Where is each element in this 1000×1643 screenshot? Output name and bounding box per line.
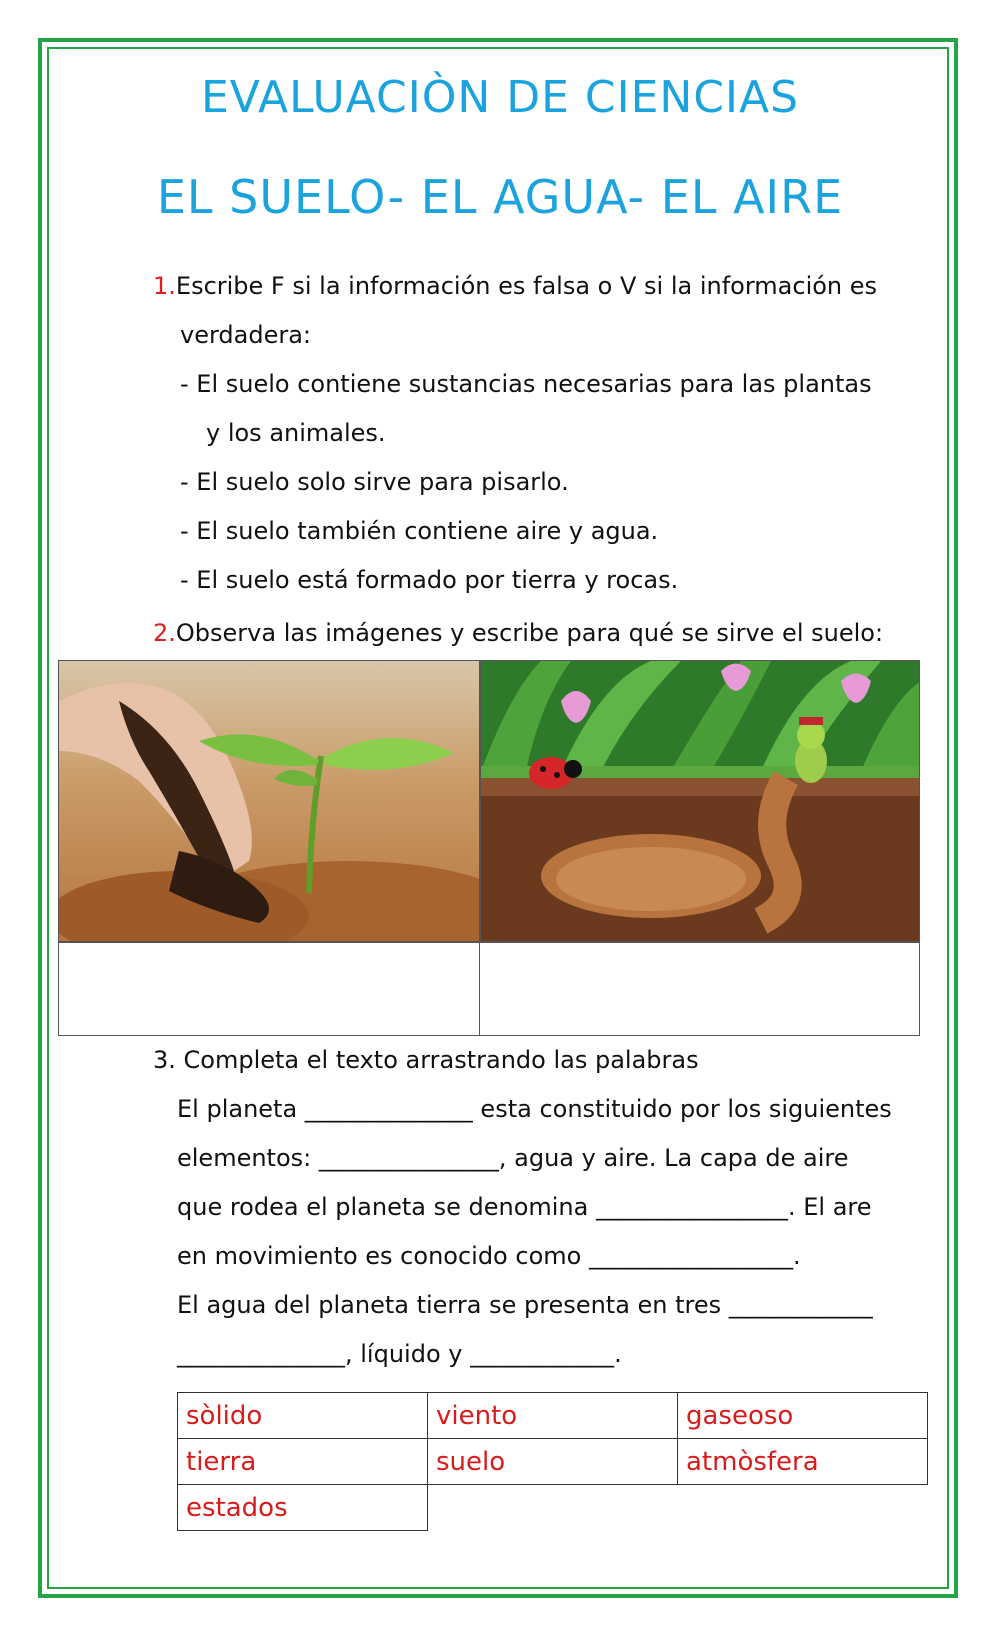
question-2-number: 2. — [153, 619, 176, 647]
empty-cell — [678, 1485, 928, 1531]
page-title: EVALUACIÒN DE CIENCIAS — [200, 72, 800, 123]
soil-plant-illustration — [59, 661, 480, 942]
question-1-number: 1. — [153, 272, 176, 300]
question-1-line-2: verdadera: — [180, 321, 312, 349]
cloze-line-5: El agua del planeta tierra se presenta en tres ____________ — [177, 1291, 873, 1319]
burrow-illustration — [481, 661, 920, 942]
word-tile[interactable]: viento — [428, 1393, 678, 1439]
word-tile[interactable]: sòlido — [178, 1393, 428, 1439]
statement-1: - El suelo contiene sustancias necesarias para las plantas — [180, 370, 872, 398]
cloze-line-2: elementos: _______________, agua y aire. La capa de aire — [177, 1144, 849, 1172]
word-tile[interactable]: tierra — [178, 1439, 428, 1485]
question-3-heading: 3. Completa el texto arrastrando las palabras — [153, 1046, 699, 1074]
word-tile[interactable]: atmòsfera — [678, 1439, 928, 1485]
word-tile[interactable]: gaseoso — [678, 1393, 928, 1439]
cloze-line-6: ______________, líquido y ____________. — [177, 1340, 622, 1368]
question-2 — [153, 617, 883, 649]
image-underground-burrow — [480, 660, 920, 942]
question-1-text: Escribe F si la información es falsa o V si la información es — [175, 272, 878, 300]
question-1-line-1 — [153, 270, 877, 302]
statement-1-continued: y los animales. — [206, 419, 386, 447]
cloze-line-3: que rodea el planeta se denomina ________________. El are — [177, 1193, 872, 1221]
answer-box-1[interactable] — [58, 942, 480, 1036]
empty-cell — [428, 1485, 678, 1531]
statement-4: - El suelo está formado por tierra y rocas. — [180, 566, 679, 594]
word-bank — [177, 1392, 928, 1531]
answer-box-2[interactable] — [479, 942, 920, 1036]
cloze-line-4: en movimiento es conocido como _________________. — [177, 1242, 801, 1270]
page-subtitle: EL SUELO- EL AGUA- EL AIRE — [156, 170, 844, 224]
image-hand-with-soil-and-plant — [58, 660, 480, 942]
question-2-text: Observa las imágenes y escribe para qué se sirve el suelo: — [175, 619, 884, 647]
word-tile[interactable]: suelo — [428, 1439, 678, 1485]
cloze-line-1: El planeta ______________ esta constituido por los siguientes — [177, 1095, 892, 1123]
word-tile[interactable]: estados — [178, 1485, 428, 1531]
statement-3: - El suelo también contiene aire y agua. — [180, 517, 659, 545]
statement-2: - El suelo solo sirve para pisarlo. — [180, 468, 569, 496]
